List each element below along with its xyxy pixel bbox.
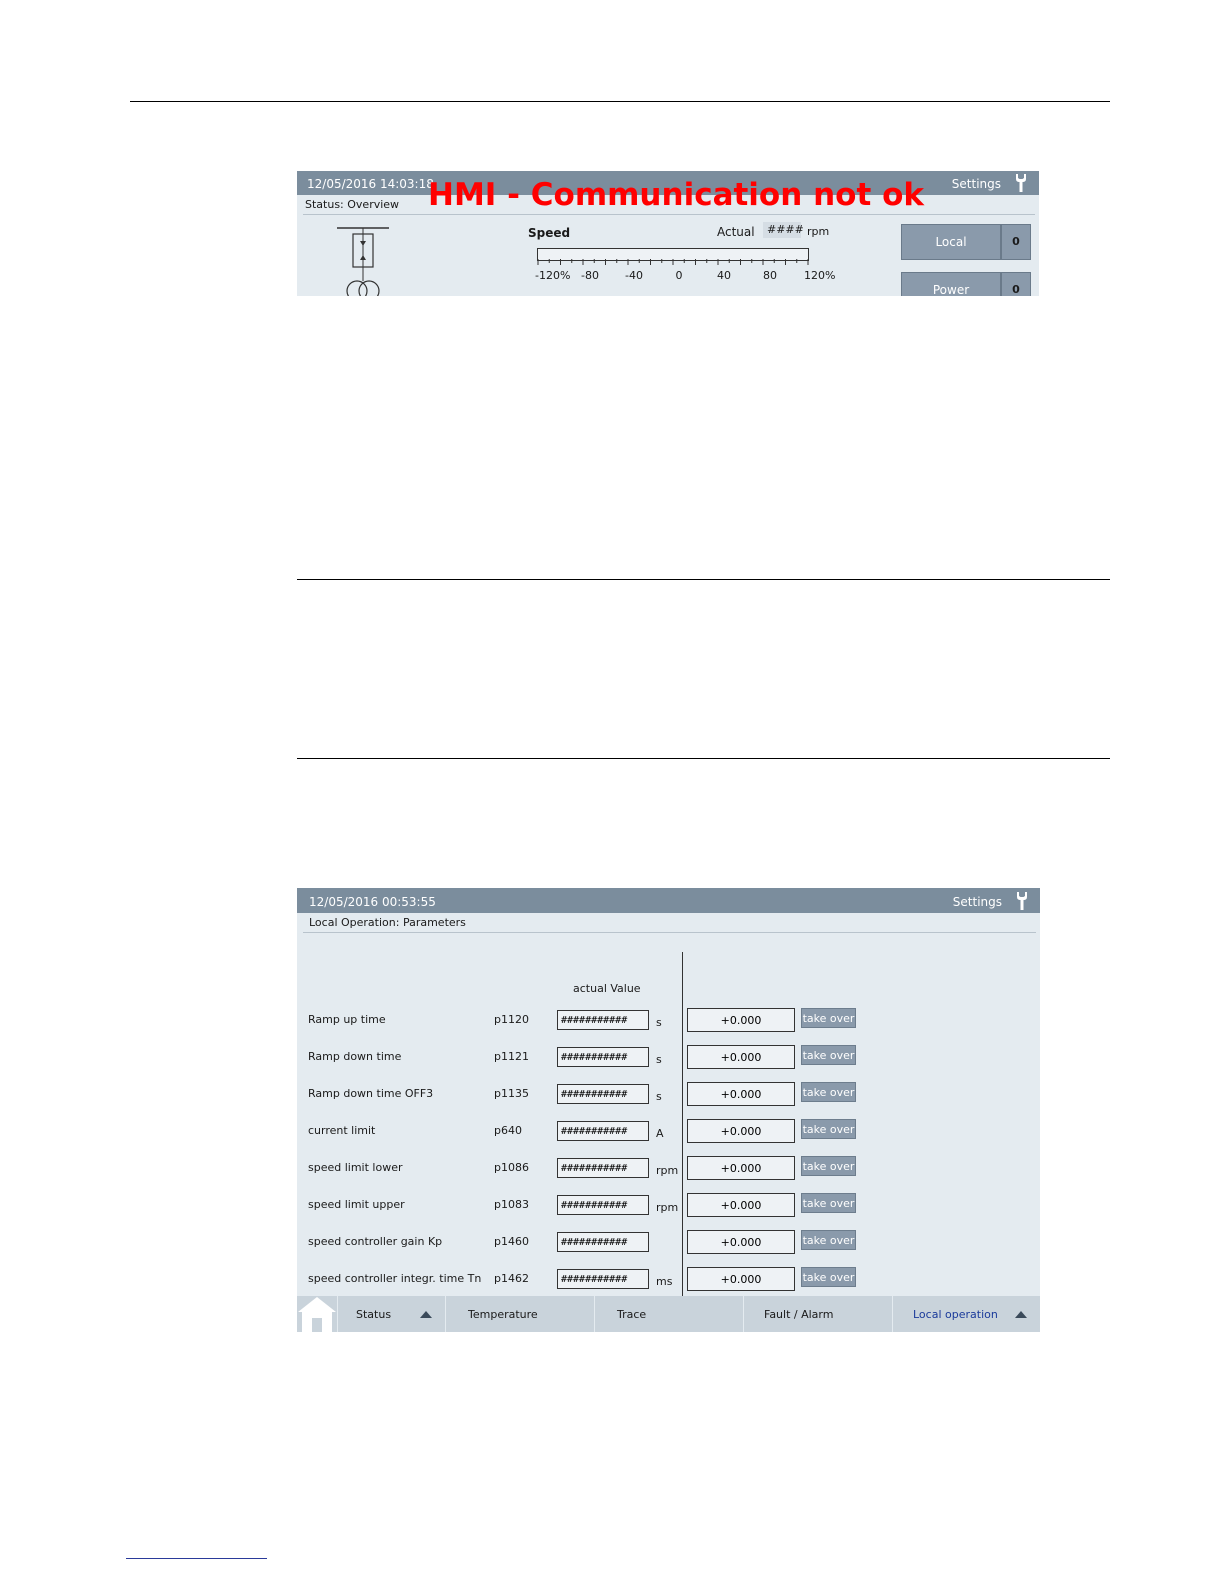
actual-value-field: ###########: [557, 1269, 649, 1289]
scale-tick-label: 120%: [804, 269, 836, 282]
power-indicator-value: 0: [1012, 283, 1020, 296]
scale-tick-label: -80: [581, 269, 599, 282]
divider: [303, 932, 1036, 933]
take-over-button[interactable]: take over: [801, 1156, 856, 1176]
triangle-up-icon: [420, 1311, 432, 1318]
actual-value-field: ###########: [557, 1195, 649, 1215]
divider: [303, 214, 1035, 215]
scale-tick-label: -120%: [535, 269, 571, 282]
param-name: speed controller integr. time Tn: [308, 1272, 482, 1285]
settings-link[interactable]: Settings: [951, 177, 1001, 191]
actual-value: ####: [763, 222, 801, 238]
tab-fault-alarm-label: Fault / Alarm: [764, 1308, 834, 1321]
param-unit: s: [656, 1016, 662, 1029]
local-indicator-value: 0: [1012, 235, 1020, 248]
actual-value-field: ###########: [557, 1232, 649, 1252]
scale-tick-label: 40: [717, 269, 731, 282]
setpoint-input[interactable]: +0.000: [687, 1119, 795, 1143]
param-name: Ramp up time: [308, 1013, 386, 1026]
home-button[interactable]: [297, 1296, 337, 1332]
setpoint-input[interactable]: +0.000: [687, 1008, 795, 1032]
param-unit: s: [656, 1090, 662, 1103]
datetime: 12/05/2016 14:03:18: [307, 177, 434, 191]
scale-tick-label: 80: [763, 269, 777, 282]
take-over-button[interactable]: take over: [801, 1008, 856, 1028]
take-over-button[interactable]: take over: [801, 1230, 856, 1250]
take-over-button[interactable]: take over: [801, 1045, 856, 1065]
param-unit: rpm: [656, 1164, 679, 1177]
speed-label: Speed: [528, 226, 571, 240]
param-number: p1083: [494, 1198, 529, 1211]
param-unit: rpm: [656, 1201, 679, 1214]
param-name: current limit: [308, 1124, 376, 1137]
param-unit: A: [656, 1127, 664, 1140]
param-name: speed controller gain Kp: [308, 1235, 443, 1248]
setpoint-input[interactable]: +0.000: [687, 1045, 795, 1069]
tab-temperature[interactable]: [445, 1296, 594, 1332]
param-number: p1460: [494, 1235, 529, 1248]
local-button[interactable]: [901, 224, 1001, 260]
hmi-parameters-screenshot: [297, 888, 1040, 1332]
local-button-label: Local: [935, 235, 967, 249]
take-over-button[interactable]: take over: [801, 1082, 856, 1102]
take-over-button[interactable]: take over: [801, 1267, 856, 1287]
setpoint-input[interactable]: +0.000: [687, 1193, 795, 1217]
power-button-label: Power: [932, 283, 970, 296]
take-over-button[interactable]: take over: [801, 1193, 856, 1213]
scale-tick-label: -40: [625, 269, 643, 282]
wrench-icon[interactable]: [1014, 891, 1030, 911]
tab-status-label: Status: [356, 1308, 392, 1321]
param-number: p1462: [494, 1272, 529, 1285]
tab-status[interactable]: [337, 1296, 445, 1332]
power-indicator: [1001, 272, 1031, 296]
param-number: p1121: [494, 1050, 529, 1063]
param-number: p1135: [494, 1087, 529, 1100]
tab-trace-label: Trace: [617, 1308, 647, 1321]
actual-value-field: ###########: [557, 1010, 649, 1030]
hmi-status-screenshot: [297, 171, 1039, 296]
tab-temperature-label: Temperature: [468, 1308, 538, 1321]
page-title: Local Operation: Parameters: [309, 916, 466, 929]
tab-fault-alarm[interactable]: [743, 1296, 892, 1332]
top-rule: [130, 101, 1110, 102]
param-name: Ramp down time OFF3: [308, 1087, 434, 1100]
actual-value-field: ###########: [557, 1158, 649, 1178]
scale-tick-label: 0: [675, 269, 683, 282]
tab-local-operation-label: Local operation: [913, 1308, 998, 1321]
param-name: speed limit upper: [308, 1198, 405, 1211]
setpoint-input[interactable]: +0.000: [687, 1156, 795, 1180]
tab-local-operation[interactable]: [892, 1296, 1040, 1332]
power-button[interactable]: [901, 272, 1001, 296]
param-number: p1120: [494, 1013, 529, 1026]
take-over-button[interactable]: take over: [801, 1119, 856, 1139]
setpoint-input[interactable]: +0.000: [687, 1267, 795, 1291]
actual-value-field: ###########: [557, 1121, 649, 1141]
param-unit: ms: [656, 1275, 673, 1288]
page-title: Status: Overview: [305, 198, 400, 211]
bottom-nav: [297, 1296, 1040, 1332]
tab-trace[interactable]: [594, 1296, 743, 1332]
param-unit: s: [656, 1053, 662, 1066]
top-bar: [297, 888, 1040, 913]
drive-symbol-icon: [333, 225, 393, 296]
column-divider: [682, 952, 683, 1297]
triangle-up-icon: [1015, 1311, 1027, 1318]
section-rule-2: [297, 758, 1110, 759]
param-number: p1086: [494, 1161, 529, 1174]
setpoint-input[interactable]: +0.000: [687, 1082, 795, 1106]
wrench-icon[interactable]: [1013, 173, 1029, 193]
communication-warning: HMI - Communication not ok: [428, 177, 924, 213]
param-name: speed limit lower: [308, 1161, 403, 1174]
setpoint-input[interactable]: +0.000: [687, 1230, 795, 1254]
actual-value-header: actual Value: [573, 982, 641, 995]
param-number: p640: [494, 1124, 522, 1137]
home-icon: [297, 1296, 337, 1332]
actual-unit: rpm: [807, 225, 830, 238]
speed-scale-ticks: [537, 259, 811, 269]
param-name: Ramp down time: [308, 1050, 402, 1063]
section-rule-1: [297, 579, 1110, 580]
footer-link-underline: [126, 1558, 267, 1559]
actual-value-field: ###########: [557, 1047, 649, 1067]
datetime: 12/05/2016 00:53:55: [309, 895, 436, 909]
actual-label: Actual: [717, 225, 755, 239]
settings-link[interactable]: Settings: [952, 895, 1002, 909]
actual-value-field: ###########: [557, 1084, 649, 1104]
local-indicator: [1001, 224, 1031, 260]
